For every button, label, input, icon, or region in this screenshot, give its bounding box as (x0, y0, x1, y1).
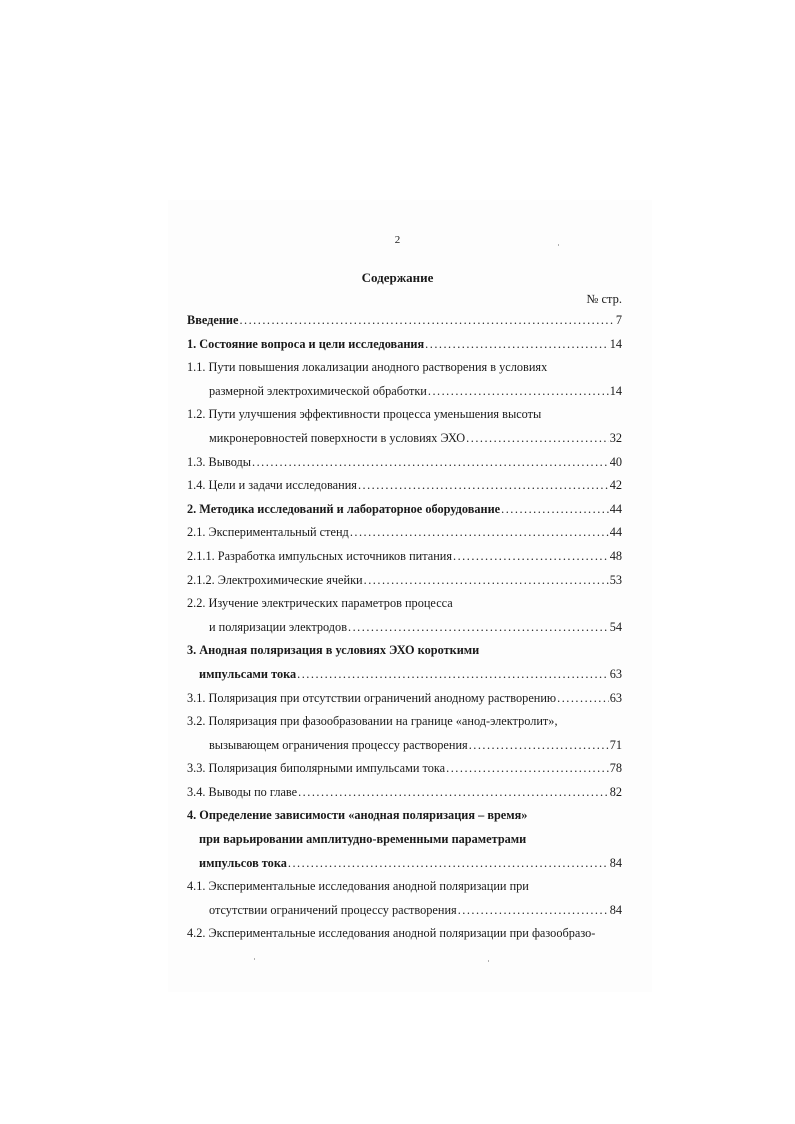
dot-leader (297, 667, 609, 682)
toc-entry-title: Введение (187, 313, 239, 327)
toc-entry-page: 44 (609, 525, 622, 540)
toc-entry-page: 71 (609, 737, 622, 752)
toc-entry-title: 3. Анодная поляризация в условиях ЭХО короткими (187, 643, 480, 658)
toc-entry (187, 313, 622, 337)
dot-leader (364, 573, 609, 588)
toc-entry-page: 63 (609, 690, 622, 705)
toc-entry (187, 596, 622, 620)
toc-entry-title: 2.2. Изучение электрических параметров процесса (187, 596, 453, 611)
toc-entry (187, 714, 622, 738)
toc-entry (187, 643, 622, 667)
toc-entry-page: 7 (615, 313, 622, 327)
toc-entry-title: 3.4. Выводы по главе (187, 784, 298, 799)
toc-entry (187, 384, 622, 408)
dot-leader (458, 903, 609, 918)
scan-speck (254, 958, 255, 960)
table-of-contents (187, 313, 622, 950)
scan-speck (488, 960, 489, 962)
dot-leader (469, 738, 609, 753)
toc-entry-page: 84 (609, 902, 622, 917)
toc-entry (187, 455, 622, 479)
dot-leader (453, 549, 609, 564)
toc-entry-title: импульсами тока (199, 666, 297, 681)
toc-entry-title: при варьировании амплитудно-временными параметрами (199, 832, 527, 847)
toc-entry-page: 84 (609, 855, 622, 870)
dot-leader (446, 761, 609, 776)
toc-entry-title: 3.2. Поляризация при фазообразовании на границе «анод-электролит», (187, 714, 558, 729)
toc-entry-title: отсутствии ограничений процессу растворения (209, 902, 457, 917)
toc-entry (187, 337, 622, 361)
toc-entry-page: 32 (609, 430, 622, 445)
toc-entry-title: 4. Определение зависимости «анодная поляризация – время» (187, 808, 528, 823)
toc-entry (187, 738, 622, 762)
toc-entry-title: вызывающем ограничения процессу растворения (209, 737, 468, 752)
toc-entry (187, 360, 622, 384)
toc-entry-title: 1.4. Цели и задачи исследования (187, 478, 357, 493)
toc-entry (187, 903, 622, 927)
toc-entry-page: 14 (609, 383, 622, 398)
toc-entry-title: импульсов тока (199, 855, 287, 870)
dot-leader (501, 502, 609, 517)
toc-entry-page: 40 (609, 454, 622, 469)
toc-entry-title: 3.3. Поляризация биполярными импульсами тока (187, 761, 446, 776)
toc-entry-page: 42 (609, 478, 622, 493)
toc-entry-title: 1.3. Выводы (187, 454, 252, 469)
page-column-label: № стр. (586, 292, 622, 306)
toc-entry (187, 761, 622, 785)
toc-entry (187, 620, 622, 644)
toc-entry (187, 502, 622, 526)
toc-entry-title: 2. Методика исследований и лабораторное оборудование (187, 501, 501, 516)
toc-entry-title: размерной электрохимической обработки (209, 383, 427, 398)
dot-leader (239, 313, 614, 328)
dot-leader (298, 785, 609, 800)
toc-entry-title: 2.1. Экспериментальный стенд (187, 525, 349, 540)
toc-entry (187, 431, 622, 455)
toc-entry-page: 44 (609, 501, 622, 516)
toc-entry-title: 2.1.1. Разработка импульсных источников питания (187, 548, 453, 563)
toc-entry-title: 2.1.2. Электрохимические ячейки (187, 572, 363, 587)
scan-speck (558, 244, 559, 246)
toc-entry (187, 785, 622, 809)
toc-entry (187, 549, 622, 573)
toc-entry-title: 1. Состояние вопроса и цели исследования (187, 336, 425, 351)
dot-leader (466, 431, 609, 446)
toc-entry (187, 667, 622, 691)
toc-entry (187, 691, 622, 715)
toc-entry-title: микронеровностей поверхности в условиях ЭХО (209, 430, 466, 445)
toc-entry-page: 53 (609, 572, 622, 587)
toc-entry (187, 525, 622, 549)
dot-leader (350, 525, 609, 540)
toc-entry-title: 4.1. Экспериментальные исследования анодной поляризации при (187, 879, 529, 894)
dot-leader (557, 691, 609, 706)
toc-entry-page: 54 (609, 619, 622, 634)
page-number: 2 (394, 234, 401, 246)
toc-entry-title: и поляризации электродов (209, 619, 348, 634)
toc-entry (187, 926, 622, 950)
dot-leader (348, 620, 609, 635)
toc-entry-page: 63 (609, 666, 622, 681)
toc-entry-title: 3.1. Поляризация при отсутствии ограничений анодному растворению (187, 690, 557, 705)
toc-entry (187, 856, 622, 880)
dot-leader (425, 337, 609, 352)
toc-entry (187, 573, 622, 597)
toc-entry (187, 879, 622, 903)
toc-title: Содержание (361, 270, 434, 285)
toc-entry-title: 1.2. Пути улучшения эффективности процесса уменьшения высоты (187, 407, 542, 422)
toc-entry (187, 407, 622, 431)
toc-entry-page: 78 (609, 761, 622, 776)
toc-entry (187, 808, 622, 832)
toc-entry-page: 48 (609, 548, 622, 563)
toc-entry (187, 478, 622, 502)
toc-entry (187, 832, 622, 856)
toc-entry-page: 82 (609, 784, 622, 799)
dot-leader (288, 856, 609, 871)
dot-leader (428, 384, 609, 399)
toc-entry-title: 4.2. Экспериментальные исследования анодной поляризации при фазообразо- (187, 926, 596, 941)
dot-leader (358, 478, 609, 493)
dot-leader (252, 455, 609, 470)
toc-entry-title: 1.1. Пути повышения локализации анодного растворения в условиях (187, 360, 548, 375)
toc-entry-page: 14 (609, 336, 622, 351)
